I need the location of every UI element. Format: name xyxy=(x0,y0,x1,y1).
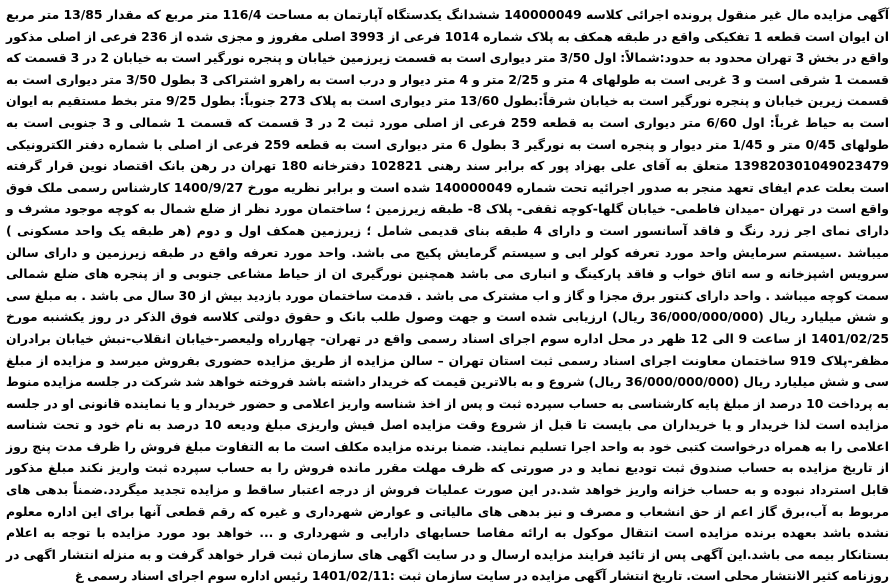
auction-notice-text: آگهی مزایده مال غیر منقول پرونده اجرائی کلاسه 140000049 ششدانگ یکدستگاه آپارتمان به مساحت 116/4 متر مربع که مقدار 13/85 متر مربع ان ایوان است قطعه 1 تفکیکی واقع در طبقه همکف به پلاک شماره 1014 فرعی از 3993 اصلی مفروز و مجزی شده از 236 فرعی از اصلی مذکور واقع در بخش 3 تهران محدود به حدود:شمالاً: اول 3/50 متر دیواری است به قسمت زیرزمین خیابان و پنجره نورگیر است به خیابان 2 در 3 قسمت که قسمت 1 شرقی است و 3 غربی است به طولهای 4 متر و 2/25 متر و 4 متر دیوار و درب است به راهرو اشتراکی 3 بطول 3/50 متر دیواری است به قسمت زیرین خیابان و پنجره نورگیر است به خیابان شرقاً:بطول 13/60 متر دیواری است به پلاک 273 جنوباً: بطول 9/25 متر بخط مستقیم به ایوان است به حیاط غرباً: اول 6/60 متر دیواری است به قطعه 259 فرعی از اصلی مورد ثبت 2 در 3 قسمت که قسمت 1 شمالی و 3 جنوبی است به طولهای 0/45 متر و 1/45 متر دیوار و پنجره است به نورگیر 3 بطول 6 متر دیواری است به قطعه 259 فرعی از اصلی با شماره دفتر الکترونیکی 139820301049023479 متعلق به آقای علی بهزاد پور که برابر سند رهنی 102821 دفترخانه 180 تهران در رهن بانک اقتصاد نوین قرار گرفته است بعلت عدم ایفای تعهد منجر به صدور اجرائیه تحت شماره 140000049 شده است و برابر نظریه مورخ 1400/9/27 کارشناس رسمی ملک فوق واقع است در تهران -میدان فاطمی- خیابان گلها-کوچه ثقفی- پلاک 8- طبقه زیرزمین ؛ ساختمان مورد نظر از ضلع شمال به کوچه موجود مشرف و دارای نمای اجر زرد رنگ و فاقد آسانسور است و دارای 4 طبقه بنای قدیمی شامل ؛ زیرزمین همکف اول و دوم (هر طبقه یک واحد مسکونی ) میباشد .سیستم سرمایش واحد مورد تعرفه کولر ابی و سیستم گرمایش پکیج می باشد. واحد مورد تعرفه واقع در طبقه زیرزمین و دارای سالن سرویس اشپزخانه و سه اتاق خواب و فاقد پارکینگ و انباری می باشد همچنین نورگیری ان از حیاط مشاعی جنوبی و از پنجره های ضلع شمالی سمت کوچه میباشد . واحد دارای کنتور برق مجزا و گاز و اب مشترک می باشد . قدمت ساختمان مورد بازدید بیش از 30 سال می باشد . به مبلغ سی و شش میلیارد ریال (36/000/000/000 ریال) ارزیابی شده است و جهت وصول طلب بانک و حقوق دولتی کلاسه فوق الذکر در روز یکشنبه مورخ 1401/02/25 از ساعت 9 الی 12 ظهر در محل اداره سوم اجرای اسناد رسمی واقع در تهران- چهارراه ولیعصر-خیابان انقلاب-نبش خیابان برادران مظفر-پلاک 919 ساختمان معاونت اجرای اسناد رسمی ثبت استان تهران – سالن مزایده از طریق مزایده حضوری بفروش میرسد و مزایده از مبلغ سی و شش میلیارد ریال (36/000/000/000 ریال) شروع و به بالاترین قیمت که خریدار داشته باشد فروخته خواهد شد شرکت در جلسه مزایده منوط به پرداخت 10 درصد از مبلغ پایه کارشناسی به حساب سپرده ثبت و پس از اخذ شناسه واریز اعلامی و حضور خریدار و یا نماینده قانونی او در جلسه مزایده است لذا خریدار و یا خریداران می بایست تا قبل از شروع وقت مزایده اصل فیش واریزی مبلغ ودیعه 10 درصد به نام خود و تحت شناسه اعلامی را به همراه درخواست کتبی خود به واحد اجرا تسلیم نمایند. ضمنا برنده مزایده مکلف است ما به التفاوت مبلغ فروش را ظرف مدت پنج روز از تاریخ مزایده به حساب صندوق ثبت تودیع نماید و در صورتی که ظرف مهلت مقرر مانده فروش را به حساب سپرده ثبت واریز نکند مبلغ مذکور قابل استرداد نبوده و به حساب خزانه واریز خواهد شد.در این صورت عملیات فروش از درجه اعتبار ساقط و مزایده تجدید میگردد.ضمناً بدهی های مربوط به آب،برق گاز اعم از حق انشعاب و مصرف و نیز بدهی های مالیاتی و عوارض شهرداری و غیره که رقم قطعی آنها برای این اداره معلوم نشده باشد بعهده برنده مزایده است انتقال موکول به ارائه مفاصا حسابهای دارایی و شهرداری و ... خواهد بود مورد مزایده با توجه به اعلام بستانکار بیمه می باشد.این آگهی پس از تائید فرایند مزایده ارسال و در سایت اگهی های سازمان ثبت قرار خواهد گرفت و به منزله انتشار اگهی در روزنامه کثیر الانتشار محلی است. تاریخ انتشار آگهی مزایده در سایت سازمان ثبت :1401/02/11 رئیس اداره سوم اجرای اسناد رسمی غ xyxy=(6,7,890,584)
